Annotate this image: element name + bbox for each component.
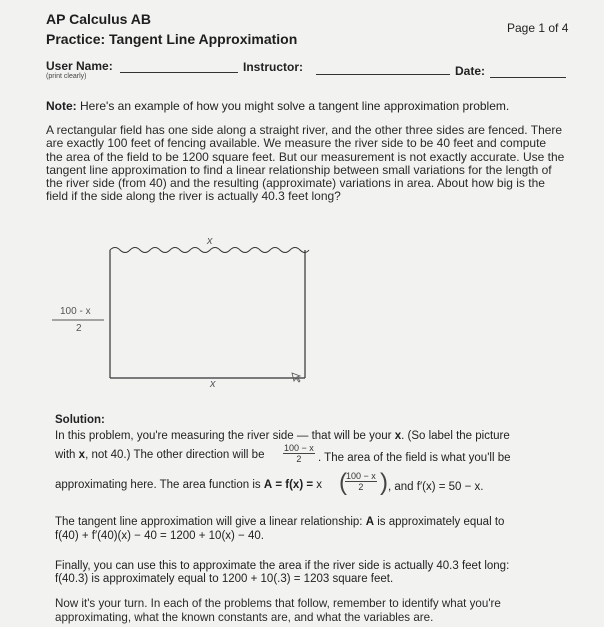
solution-line-1: In this problem, you're measuring the river side — that will be your x. (So label the picture bbox=[55, 430, 510, 442]
solution-line-3b: , and f′(x) = 50 − x. bbox=[388, 481, 484, 493]
tangent-line-1: The tangent line approximation will give a linear relationship: A is approximately equal to bbox=[55, 516, 505, 528]
area-fraction: $\frac{100 - x}{2}$ bbox=[346, 471, 376, 492]
figure-top-label: x bbox=[207, 235, 213, 247]
figure-side-numerator: 100 - x bbox=[60, 306, 91, 317]
tangent-line-2: f(40) + f′(40)(x) − 40 = 1200 + 10(x) − 40. bbox=[55, 530, 264, 542]
problem-text: A rectangular field has one side along a straight river, and the other three sides are fenced. There are exactly 100 feet of fencing available. We measure the river side to be 40 feet and compute the area of the field to be 1200 square feet. But our measurement is not exactly accurate. Use the tangent line approximation to find a linear relationship between small variations for the length of the river side (from 40) and the resulting (approximate) variations in area. About how big is the field if the side along the river is actually 40.3 feet long? bbox=[46, 123, 565, 204]
user-name-label: User Name: bbox=[46, 59, 113, 73]
solution-line-2a: with x, not 40.) The other direction will be bbox=[55, 449, 265, 461]
instructor-label: Instructor: bbox=[243, 60, 303, 74]
other-side-fraction: $\frac{100 - x}{2}$ bbox=[284, 443, 314, 464]
paren-left: ( bbox=[339, 469, 347, 496]
worksheet-title: Practice: Tangent Line Approximation bbox=[46, 31, 298, 47]
note-text: Here's an example of how you might solve a tangent line approximation problem. bbox=[80, 99, 510, 113]
figure-bottom-label: x bbox=[210, 378, 216, 390]
your-turn-text: Now it's your turn. In each of the problems that follow, remember to identify what you're approximating, what the known constants are, and what the variables are. bbox=[55, 597, 501, 624]
date-label: Date: bbox=[455, 64, 486, 78]
date-field[interactable] bbox=[490, 77, 566, 78]
print-note: (print clearly) bbox=[46, 73, 87, 80]
figure-side-denominator: 2 bbox=[76, 323, 82, 334]
page-indicator: Page 1 of 4 bbox=[507, 21, 569, 35]
note-line bbox=[46, 99, 509, 113]
note-label: Note: bbox=[46, 99, 77, 113]
instructor-field[interactable] bbox=[316, 74, 450, 75]
user-name-field[interactable] bbox=[120, 72, 238, 73]
solution-label: Solution: bbox=[55, 414, 105, 426]
finally-line-1: Finally, you can use this to approximate the area if the river side is actually 40.3 feet long: bbox=[55, 560, 510, 572]
finally-line-2: f(40.3) is approximately equal to 1200 + 10(.3) = 1203 square feet. bbox=[55, 573, 394, 585]
solution-line-3a: approximating here. The area function is A = f(x) = x bbox=[55, 479, 323, 491]
river-edge bbox=[110, 248, 309, 253]
solution-line-2b: . The area of the field is what you'll be bbox=[318, 452, 511, 464]
course-title: AP Calculus AB bbox=[46, 11, 152, 27]
paren-right: ) bbox=[380, 469, 388, 496]
